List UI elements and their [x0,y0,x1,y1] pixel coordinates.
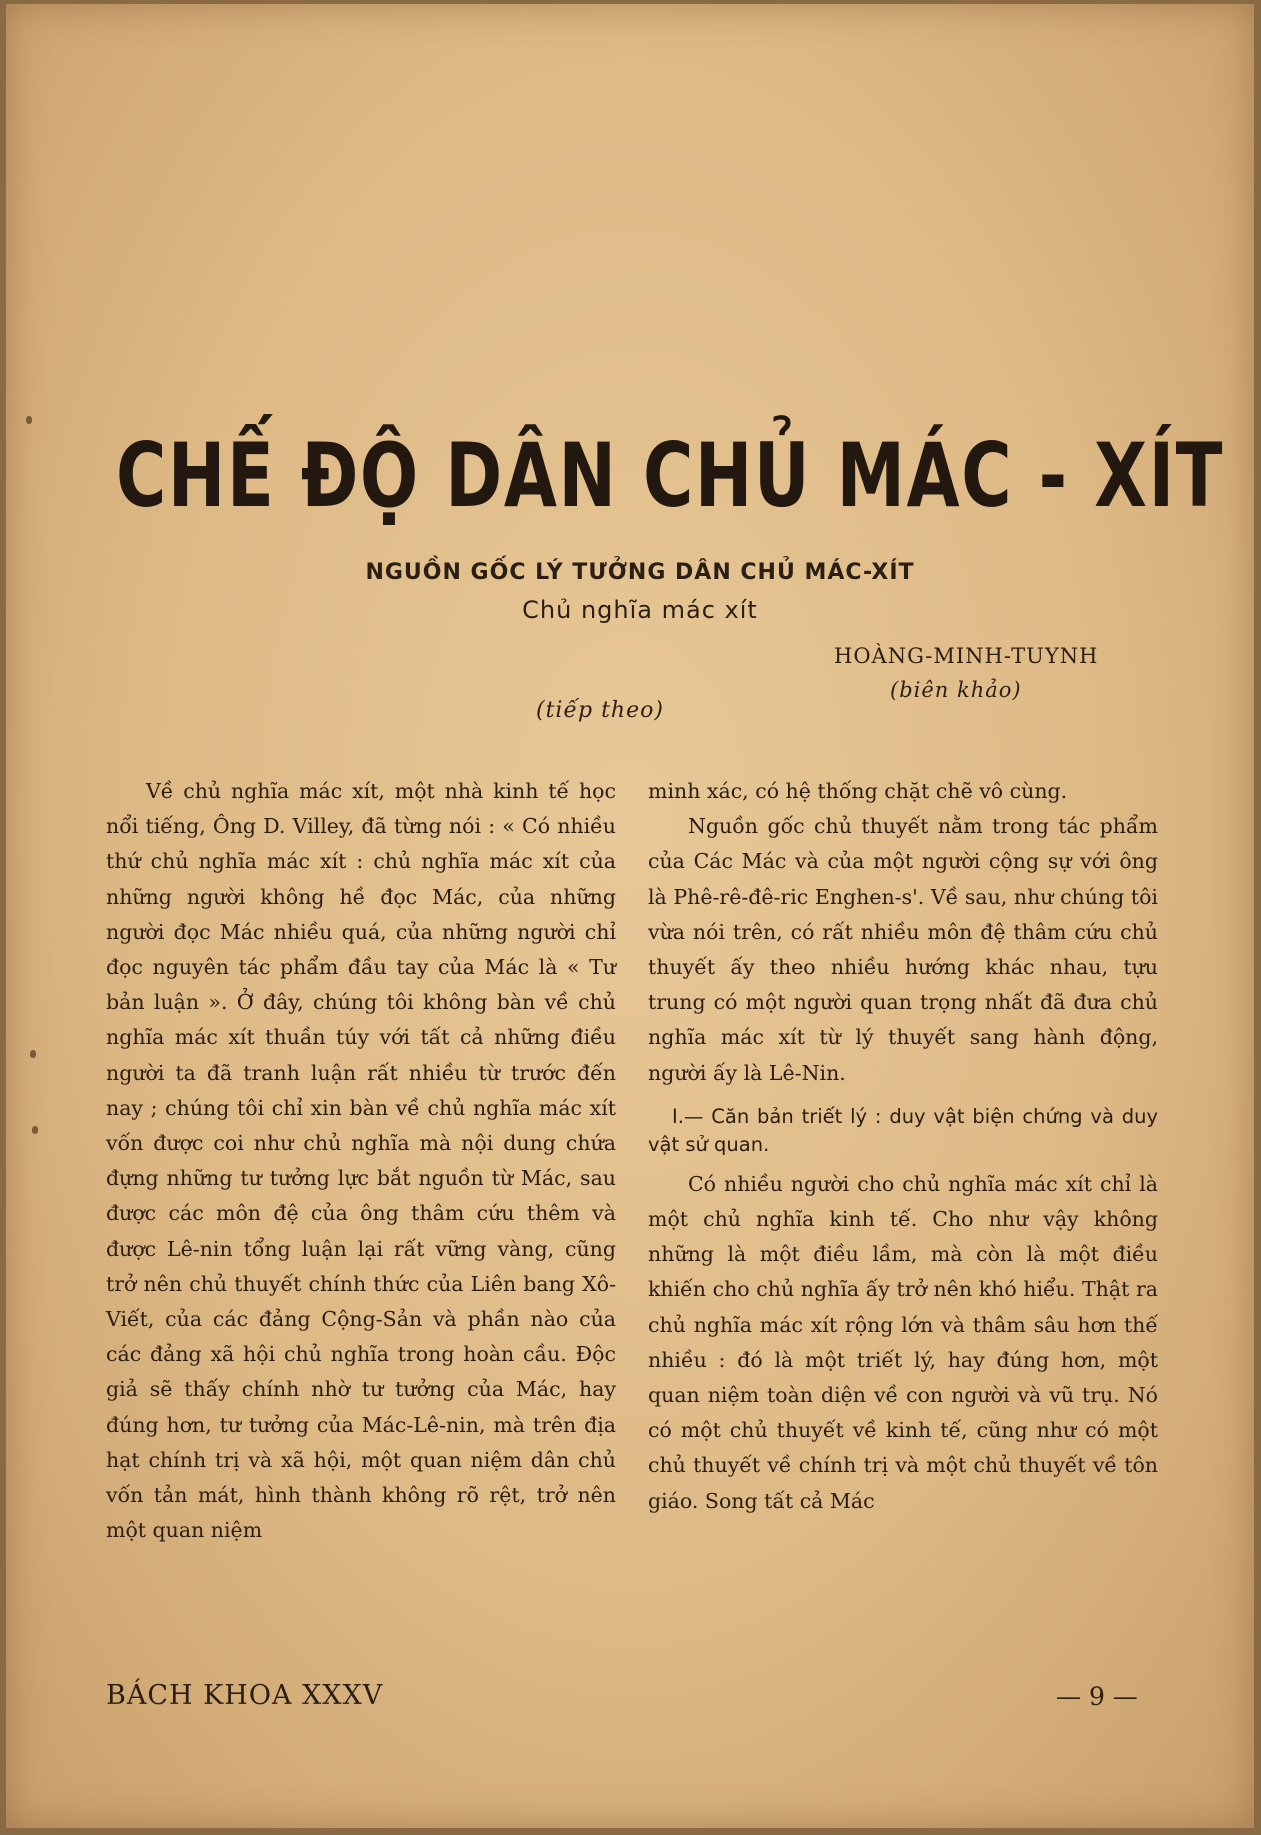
article-series: Chủ nghĩa mác xít [522,596,758,624]
author-role: (biên khảo) [890,678,1022,702]
body-paragraph: Về chủ nghĩa mác xít, một nhà kinh tế học nổi tiếng, Ông D. Villey, đã từng nói : « Có nhiều thứ chủ nghĩa mác xít : chủ nghĩa mác xít của những người không hề đọc Mác, của những người đọc Mác nhiều quá, của những người chỉ đọc nguyên tác phẩm đầu tay của Mác là « Tư bản luận ». Ở đây, chúng tôi không bàn về chủ nghĩa mác xít thuần túy với tất cả những điều người ta đã tranh luận rất nhiều từ trước đến nay ; chúng tôi chỉ xin bàn về chủ nghĩa mác xít vốn được coi như chủ nghĩa mà nội dung chứa đựng những tư tưởng lực bắt nguồn từ Mác, sau được các môn đệ của ông thâm cứu thêm và được Lê-nin tổng luận lại rất vững vàng, cũng trở nên chủ thuyết chính thức của Liên bang Xô-Viết, của các đảng Cộng-Sản và phần nào của các đảng xã hội chủ nghĩa trong hoàn cầu. Độc giả sẽ thấy chính nhờ tư tưởng của Mác, hay đúng hơn, tư tưởng của Mác-Lê-nin, mà trên địa hạt chính trị và xã hội, một quan niệm dân chủ vốn tản mát, hình thành không rõ rệt, trở nên một quan niệm [106,779,616,1543]
section-heading: I.— Căn bản triết lý : duy vật biện chứng và duy vật sử quan. [648,1104,1158,1156]
left-column [106,774,616,1548]
page-mark [26,416,32,424]
continued-note: (tiếp theo) [536,698,664,723]
author-name: HOÀNG-MINH-TUYNH [834,644,1099,668]
page-mark [30,1050,36,1058]
page-number: — 9 — [1056,1682,1138,1711]
article-subtitle: NGUỒN GỐC LÝ TƯỞNG DÂN CHỦ MÁC-XÍT [365,560,915,585]
magazine-page [6,4,1254,1828]
page-mark [32,1126,38,1134]
right-column [648,774,1158,1519]
body-paragraph: Có nhiều người cho chủ nghĩa mác xít chỉ là một chủ nghĩa kinh tế. Cho như vậy không những là một điều lầm, mà còn là một điều khiến cho chủ nghĩa ấy trở nên khó hiểu. Thật ra chủ nghĩa mác xít rộng lớn và thâm sâu hơn thế nhiều : đó là một triết lý, hay đúng hơn, một quan niệm toàn diện về con người và vũ trụ. Nó có một chủ thuyết về kinh tế, cũng như có một chủ thuyết về chính trị và một chủ thuyết về tôn giáo. Song tất cả Mác [648,1171,1158,1513]
article-title: CHẾ ĐỘ DÂN CHỦ MÁC - XÍT [116,424,1225,527]
body-paragraph: Nguồn gốc chủ thuyết nằm trong tác phẩm của Các Mác và của một người cộng sự với ông là Phê-rê-đê-ric Enghen-s'. Về sau, như chúng tôi vừa nói trên, có rất nhiều môn đệ thâm cứu chủ thuyết ấy theo nhiều hướng khác nhau, tựu trung có một người quan trọng nhất đã đưa chủ nghĩa mác xít từ lý thuyết sang hành động, người ấy là Lê-Nin. [648,814,1158,1085]
body-paragraph: minh xác, có hệ thống chặt chẽ vô cùng. [648,779,1068,803]
publication-name: BÁCH KHOA XXXV [106,1680,384,1711]
